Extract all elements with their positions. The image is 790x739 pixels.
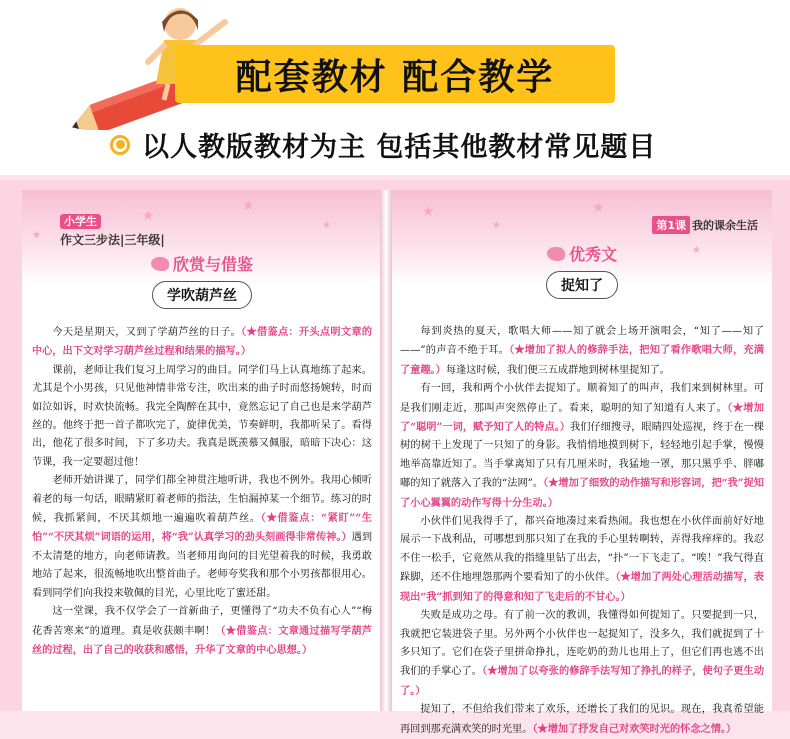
headline-text: 配套教材 配合教学 xyxy=(235,56,555,98)
paragraph-text: 课前，老师让我们复习上周学习的曲目。同学们马上认真地练了起来。尤其是个小男孩，只见他神情非常专注，吹出来的曲子时而悠扬婉转，时而如泣如诉，时欢快流畅。我完全陶醉在其中，竟然忘记了自己也是来学葫芦丝的。他终于把一首子都吹完了，旋律优美，节奏鲜明，我都听呆了。看得出，他花了很多时间，下了多功夫。我真是既羡慕又佩服，暗暗下决心：这节课，我一定要超过他！ xyxy=(32,364,372,468)
bird-icon xyxy=(547,247,565,261)
series-logo xyxy=(60,210,165,248)
lesson-title: 捉知了 xyxy=(546,271,618,299)
star-icon: ★ xyxy=(692,245,701,256)
right-page xyxy=(392,190,772,735)
star-icon: ★ xyxy=(32,230,41,241)
paragraph xyxy=(32,362,372,472)
paragraph xyxy=(32,603,372,660)
star-icon: ★ xyxy=(242,198,255,214)
series-label: 小学生 xyxy=(60,214,101,229)
paragraph-text: 小伙伴们见我得手了，都兴奋地凑过来看热闹。我也想在小伙伴面前好好地展示一下战利品，可哪想到那只知了在我的手心里转啊转，弄得我痒痒的。我忍不住一松手，它竟然从我的指缝里钻了出去，“扑”一下飞走了。“唉！”我气得直跺脚，还不住地埋怨那两个要看知了的小伙伴。 xyxy=(400,516,764,584)
annotation-note: （★增加了两处心理活动描写，表现出“我”抓到知了的得意和知了飞走后的不甘心。） xyxy=(400,571,764,603)
paragraph-text: 每逢这时候，我们便三五成群地到树林里捉知了。 xyxy=(445,364,670,376)
subtitle-row xyxy=(110,125,656,164)
paragraph xyxy=(32,323,372,362)
paragraph-text: 这一堂课，我不仅学会了一首新曲子，更懂得了“功夫不负有心人”“梅花香苦寒来”的道理。真是收获颇丰啊！ xyxy=(32,606,372,637)
star-icon: ★ xyxy=(142,208,155,224)
paragraph xyxy=(400,701,764,739)
paragraph xyxy=(400,323,764,380)
book-spine xyxy=(380,190,392,711)
paragraph xyxy=(400,607,764,701)
section-title-text: 优秀文 xyxy=(568,245,617,264)
star-icon: ★ xyxy=(422,204,435,220)
section-title xyxy=(151,252,253,275)
paragraph-text: 失败是成功之母。有了前一次的教训，我懂得如何捉知了。只要捉到一只，我就把它装进袋子里。另外两个小伙伴也一起捉知了，没多久，我们就捉到了十多只知了。它们在袋子里拼命挣扎，连吃奶的劲儿也用上了，但它们再也逃不出我们的手掌心了。 xyxy=(400,610,764,678)
paragraph xyxy=(400,513,764,607)
paragraph-text: 我们仔细搜寻，眼睛四处巡视，终于在一棵树的树干上发现了一只知了的身影。我悄悄地摸到树下，轻轻地引起手掌，慢慢地举高靠近知了。当手掌离知了只有几厘米时，我猛地一罩，那只黑乎乎、胖嘟嘟的知了就落入了我的“法网”。 xyxy=(400,422,764,490)
paragraph xyxy=(32,472,372,603)
section-title-text: 欣赏与借鉴 xyxy=(172,255,253,274)
annotation-note: （★增加了拟人的修辞手法，把知了看作歌唱大师，充满了童趣。） xyxy=(400,344,764,376)
subtitle-text: 以人教版教材为主 包括其他教材常见题目 xyxy=(142,132,657,163)
paragraph-text: 捉知了，不但给我们带来了欢乐，还增长了我们的见识。现在，我真希望能再回到那充满欢笑的时光里。 xyxy=(400,704,764,735)
annotation-note: （★借鉴点：开头点明文章的中心，出下文对学习葫芦丝过程和结果的描写。） xyxy=(32,326,373,358)
annotation-note: （★增加了细致的动作描写和形容词，把“我”捉知了小心翼翼的动作写得十分生动。） xyxy=(400,477,764,509)
right-body-text xyxy=(400,323,764,739)
star-icon: ★ xyxy=(592,200,605,216)
paragraph xyxy=(400,380,764,513)
annotation-note: （★增加了抒发自己对欢笑时光的怀念之情。） xyxy=(532,722,737,735)
paragraph-text: 每到炎热的夏天，歌唱大师——知了就会上场开演唱会，“知了——知了——”的声音不绝于耳。 xyxy=(400,326,764,357)
lesson-tag xyxy=(652,216,758,234)
lesson-number: 第1课 xyxy=(652,216,690,234)
section-title xyxy=(547,242,617,265)
left-body-text xyxy=(32,323,372,660)
star-icon: ★ xyxy=(322,220,331,231)
star-icon: ★ xyxy=(492,220,501,231)
left-page xyxy=(22,190,380,711)
lesson-title: 学吹葫芦丝 xyxy=(152,281,252,309)
paragraph-text: 老师开始讲课了，同学们都全神贯注地听讲，我也不例外。我用心倾听着老的每一句话，眼睛紧盯着老师的指法，生怕漏掉某一个细节。练习的时候，我抓紧间，不厌其烦地一遍遍吹着葫芦丝。 xyxy=(32,475,372,525)
lesson-name: 我的课余生活 xyxy=(692,219,758,232)
annotation-note: （★增加了“聪明”一词，赋予知了人的特点。） xyxy=(400,401,765,434)
annotation-note: （★借鉴点：“紧盯”“生怕”“不厌其烦”词语的运用，将“我”认真学习的劲头刻画得非常传神。） xyxy=(32,512,372,544)
annotation-note: （★增加了以夸张的修辞手法写知了挣扎的样子，使句子更生动了。） xyxy=(400,665,765,697)
headline-banner xyxy=(175,45,615,103)
series-title: 作文三步法|三年级| xyxy=(60,233,165,247)
bullet-circle-icon xyxy=(110,135,130,155)
paragraph-text: 今天是星期天，又到了学葫芦丝的日子。 xyxy=(52,327,242,338)
left-section-head xyxy=(132,252,272,309)
right-section-head xyxy=(517,242,647,299)
bird-icon xyxy=(151,257,169,271)
paragraph-text: 有一回，我和两个小伙伴去捉知了。顺着知了的叫声，我们来到树林里。可是我们刚走近，那叫声突然停止了。看来，聪明的知了知道有人来了。 xyxy=(400,383,764,414)
annotation-note: （★借鉴点：文章通过描写学葫芦丝的过程，出了自己的收获和感悟，升华了文章的中心思想。） xyxy=(32,624,372,656)
paragraph-text: 遇到不太清楚的地方，向老师请教。当老师用询问的目光望着我的时候，我勇敢地站了起来，很流畅地吹出整首曲子。老师夸奖我和那个小男孩都很用心。看到同学们向我投来敬佩的目光，心里比吃了蜜还甜。 xyxy=(32,532,373,599)
